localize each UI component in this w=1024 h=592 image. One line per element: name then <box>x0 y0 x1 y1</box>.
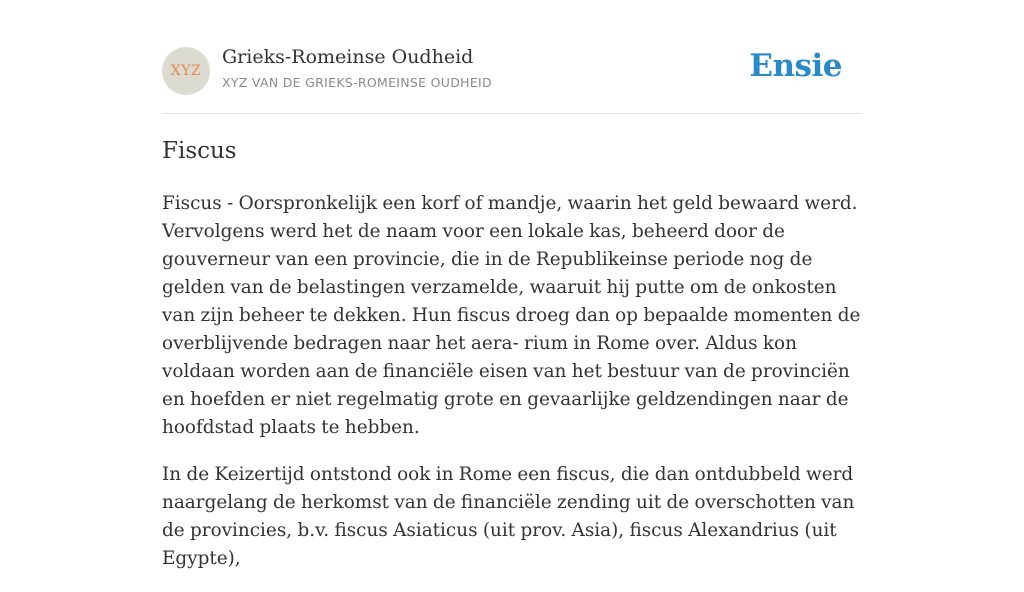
source-title[interactable]: Grieks-Romeinse Oudheid <box>222 46 474 68</box>
article-paragraph: In de Keizertijd ontstond ook in Rome een fiscus, die dan ontdubbeld werd naargelang de herkomst van de financiële zending uit de overschotten van de provincies, b.v. fiscus Asiaticus (uit prov. Asia), fiscus Alexandrius (uit Egypte), <box>162 464 855 569</box>
ensie-logo[interactable]: Ensie <box>749 48 842 84</box>
source-avatar[interactable] <box>162 47 210 95</box>
source-subtitle: XYZ VAN DE GRIEKS-ROMEINSE OUDHEID <box>222 75 492 90</box>
article-body <box>162 190 862 592</box>
source-header <box>162 46 862 96</box>
header-divider <box>162 113 862 114</box>
avatar-text: XYZ <box>170 63 202 79</box>
page-title: Fiscus <box>162 138 237 164</box>
article-paragraph: Fiscus - Oorspronkelijk een korf of mandje, waarin het geld bewaard werd. Vervolgens werd het de naam voor een lokale kas, beheerd door de gouverneur van een provincie, die in de Republikeinse periode nog de gelden van de belastingen verzamelde, waaruit hij putte om de onkosten van zijn beheer te dekken. Hun fiscus droeg dan op bepaalde momenten de overblijvende bedragen naar het aera- rium in Rome over. Aldus kon voldaan worden aan de financiële eisen van het bestuur van de provinciën en hoefden er niet regelmatig grote en gevaarlijke geldzendingen naar de hoofdstad plaats te hebben. <box>162 193 861 438</box>
